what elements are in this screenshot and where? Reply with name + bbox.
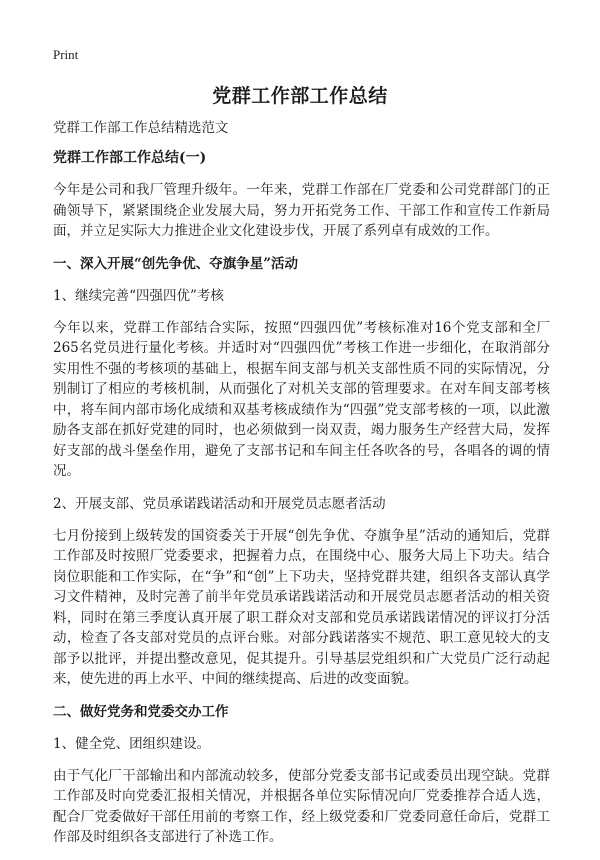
- part1-heading: 一、深入开展“创先争优、夺旗争星”活动: [53, 255, 299, 272]
- part1-item1-heading: 1、继续完善“四强四优”考核: [53, 287, 224, 304]
- part1-item2-paragraph: 七月份接到上级转发的国资委关于开展“创先争优、夺旗争星”活动的通知后，党群工作部及时按照厂党委要求，把握着力点，在围绕中心、服务大局上下功夫。结合岗位职能和工作实际，在“争”和“创”上下功夫，坚持党群共建，组织各支部认真学习文件精神，及时完善了前半年党员承诺践诺活动和开展党员志愿者活动的相关资料，同时在第三季度认真开展了职工群众对支部和党员承诺践诺情况的评议打分活动，检查了各支部对党员的点评台账。对部分践诺落实不规范、职工意见较大的支部予以批评，并提出整改意见，促其提升。引导基层党组织和广大党员广泛行动起来，使先进的再上水平、中间的继续提高、后进的改变面貌。: [53, 527, 550, 687]
- print-link[interactable]: Print: [53, 47, 79, 62]
- article-subtitle: 党群工作部工作总结精选范文: [53, 120, 229, 136]
- part2-item1-heading: 1、健全党、团组织建设。: [53, 735, 211, 752]
- article-body: [53, 118, 550, 860]
- part2-item1-paragraph: 由于气化厂干部输出和内部流动较多，使部分党委支部书记或委员出现空缺。党群工作部及时向党委汇报相关情况，并根据各单位实际情况向厂党委推荐合适人选，配合厂党委做好干部任用前的考察工作，经上级党委和厂党委同意任命后，党群工作部及时组织各支部进行了补选工作。: [53, 767, 550, 845]
- part2-heading: 二、做好党务和党委交办工作: [53, 703, 229, 720]
- part1-item2-heading: 2、开展支部、党员承诺践诺活动和开展党员志愿者活动: [53, 495, 386, 512]
- part1-item1-paragraph: 今年以来，党群工作部结合实际，按照“四强四优”考核标准对16个党支部和全厂265名党员进行量化考核。并适时对“四强四优”考核工作进一步细化，在取消部分实用性不强的考核项的基础上，根据车间支部与机关支部性质不同的实际情况，分别制订了相应的考核机制，从而强化了对机关支部的管理要求。在对车间支部考核中，将车间内部市场化成绩和双基考核成绩作为“四强”党支部考核的一项，以此激励各支部在抓好党建的同时，也必须做到一岗双责，竭力服务生产经营大局，发挥好支部的战斗堡垒作用，避免了支部书记和车间主任各吹各的号，各唱各的调的情况。: [53, 319, 550, 479]
- page-title: 党群工作部工作总结: [212, 85, 388, 107]
- intro-paragraph: 今年是公司和我厂管理升级年。一年来，党群工作部在厂党委和公司党群部门的正确领导下，紧紧围绕企业发展大局，努力开拓党务工作、干部工作和宣传工作新局面，并立足实际大力推进企业文化建设步伐，开展了系列卓有成效的工作。: [53, 182, 550, 239]
- section-title: 党群工作部工作总结(一): [53, 150, 207, 166]
